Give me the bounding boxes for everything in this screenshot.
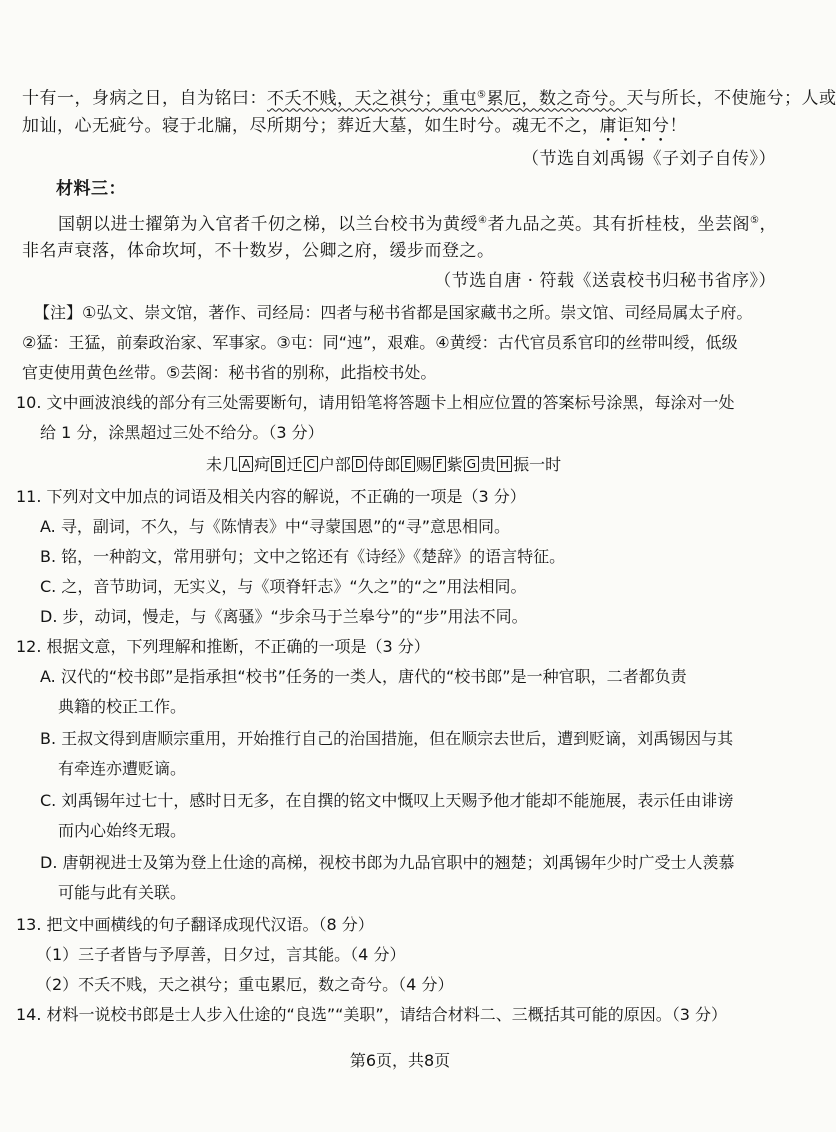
option-box-d[interactable]: D: [352, 456, 367, 472]
question-12-prompt: 12. 根据文意，下列理解和推断，不正确的一项是（3 分）: [16, 637, 430, 656]
question-10-sentence: [206, 454, 561, 476]
notes-line-2: ②猛：王猛，前秦政治家、军事家。③屯：同“迍”，艰难。④黄绶：古代官员系官印的丝带叫绶，低级: [22, 333, 738, 352]
text-run: 魂无不之，: [512, 116, 600, 136]
material-3-line-1: [58, 210, 777, 236]
segment-text: 迁: [286, 455, 303, 474]
notes-line-3: 官吏使用黄色丝带。⑤芸阁：秘书省的别称，此指校书处。: [22, 363, 437, 382]
question-13-item-1: （1）三子者皆与予厚善，日夕过，言其能。（4 分）: [36, 945, 406, 964]
text-run: ，: [759, 214, 777, 235]
question-12-option-a-cont: 典籍的校正工作。: [58, 697, 187, 716]
question-11-option-c: C. 之，音节助词，无实义，与《项脊轩志》“久之”的“之”用法相同。: [40, 577, 527, 596]
question-12-option-b-cont: 有牵连亦遭贬谪。: [58, 759, 187, 778]
option-box-e[interactable]: E: [401, 456, 415, 472]
footnote-marker: ⑤: [749, 215, 760, 226]
question-11-prompt: 11. 下列对文中加点的词语及相关内容的解说，不正确的一项是（3 分）: [16, 487, 526, 506]
option-box-c[interactable]: C: [304, 456, 318, 472]
underlined-sentence: [267, 89, 626, 109]
question-12-option-c-cont: 而内心始终无瑕。: [58, 821, 187, 840]
option-box-b[interactable]: B: [271, 456, 285, 472]
question-14-prompt: 14. 材料一说校书郎是士人步入仕途的“良选”“美职”，请结合材料二、三概括其可能的原因。（3 分）: [16, 1005, 727, 1024]
question-12-option-d-cont: 可能与此有关联。: [58, 883, 187, 902]
segment-text: 振一时: [513, 455, 562, 474]
segment-text: 赐: [415, 455, 432, 474]
text-run: 者九品之英。其有折桂枝，坐芸阁: [487, 214, 750, 235]
citation-text: （节选自刘禹锡《子刘子自传》）: [522, 149, 776, 169]
passage-line-1: [22, 84, 836, 110]
dotted-phrase: 庸讵知兮！: [599, 116, 687, 136]
question-10-prompt-cont: 给 1 分，涂黑超过三处不给分。（3 分）: [40, 423, 324, 442]
source-citation-3: [400, 270, 776, 292]
question-11-option-a: A. 寻，副词，不久，与《陈情表》中“寻蒙国恩”的“寻”意思相同。: [40, 517, 510, 536]
question-12-option-b: B. 王叔文得到唐顺宗重用，开始推行自己的治国措施，但在顺宗去世后，遭到贬谪，刘禹锡因与其: [40, 729, 734, 748]
option-box-f[interactable]: F: [433, 456, 446, 472]
footnote-marker: ④: [478, 215, 488, 226]
notes-line-1: 【注】①弘文、崇文馆，著作、司经局：四者与秘书省都是国家藏书之所。崇文馆、司经局属太子府。: [34, 303, 753, 322]
option-box-a[interactable]: A: [239, 456, 253, 472]
text-run: 十有一，身病之日，自为铭曰：: [22, 88, 267, 109]
segment-text: 未几: [206, 455, 239, 474]
segment-text: 紫: [446, 455, 463, 474]
passage-line-2: [22, 115, 687, 146]
material-3-line-2: 非名声衰落，体命坎坷，不十数岁，公卿之府，缓步而登之。: [22, 241, 495, 261]
citation-text: （节选自唐 · 符载《送袁校书归秘书省序》）: [434, 271, 776, 291]
text-run: 加讪，心无疵兮。寝于北牖，尽所期兮；葬近大墓，如生时兮。: [22, 116, 512, 136]
question-10-prompt: 10. 文中画波浪线的部分有三处需要断句，请用铅笔将答题卡上相应位置的答案标号涂黑，每涂对一处: [16, 393, 735, 412]
option-box-h[interactable]: H: [497, 456, 512, 472]
question-12-option-a: A. 汉代的“校书郎”是指承担“校书”任务的一类人，唐代的“校书郎”是一种官职，二者都负责: [40, 667, 687, 686]
option-box-g[interactable]: G: [464, 456, 479, 472]
question-13-item-2: （2）不夭不贱，天之祺兮；重屯累厄，数之奇兮。（4 分）: [36, 975, 454, 994]
segment-text: 侍郎: [368, 455, 401, 474]
question-11-option-d: D. 步，动词，慢走，与《离骚》“步余马于兰皋兮”的“步”用法不同。: [40, 607, 528, 626]
segment-text: 贵: [480, 455, 497, 474]
text-run: 天与所长，不使施兮；人或: [626, 88, 836, 109]
page-number: 第6页，共8页: [349, 1051, 451, 1070]
footnote-marker: ⑤: [477, 89, 487, 100]
segment-text: 疴: [254, 455, 271, 474]
text-run: 不夭不贱，天之祺兮；重屯: [267, 88, 477, 109]
question-13-prompt: 13. 把文中画横线的句子翻译成现代汉语。（8 分）: [16, 915, 374, 934]
material-3-heading: 材料三：: [56, 179, 126, 199]
question-12-option-d: D. 唐朝视进士及第为登上仕途的高梯，视校书郎为九品官职中的翘楚；刘禹锡年少时广受士人羡慕: [40, 853, 735, 872]
source-citation-2: [400, 148, 776, 170]
text-run: 国朝以进士擢第为入官者千仞之梯，以兰台校书为黄绶: [58, 214, 478, 235]
segment-text: 户部: [318, 455, 351, 474]
question-11-option-b: B. 铭，一种韵文，常用骈句；文中之铭还有《诗经》《楚辞》的语言特征。: [40, 547, 566, 566]
text-run: 累厄，数之奇兮。: [486, 88, 627, 109]
question-12-option-c: C. 刘禹锡年过七十，感时日无多，在自撰的铭文中慨叹上天赐予他才能却不能施展，表示任由诽谤: [40, 791, 734, 810]
